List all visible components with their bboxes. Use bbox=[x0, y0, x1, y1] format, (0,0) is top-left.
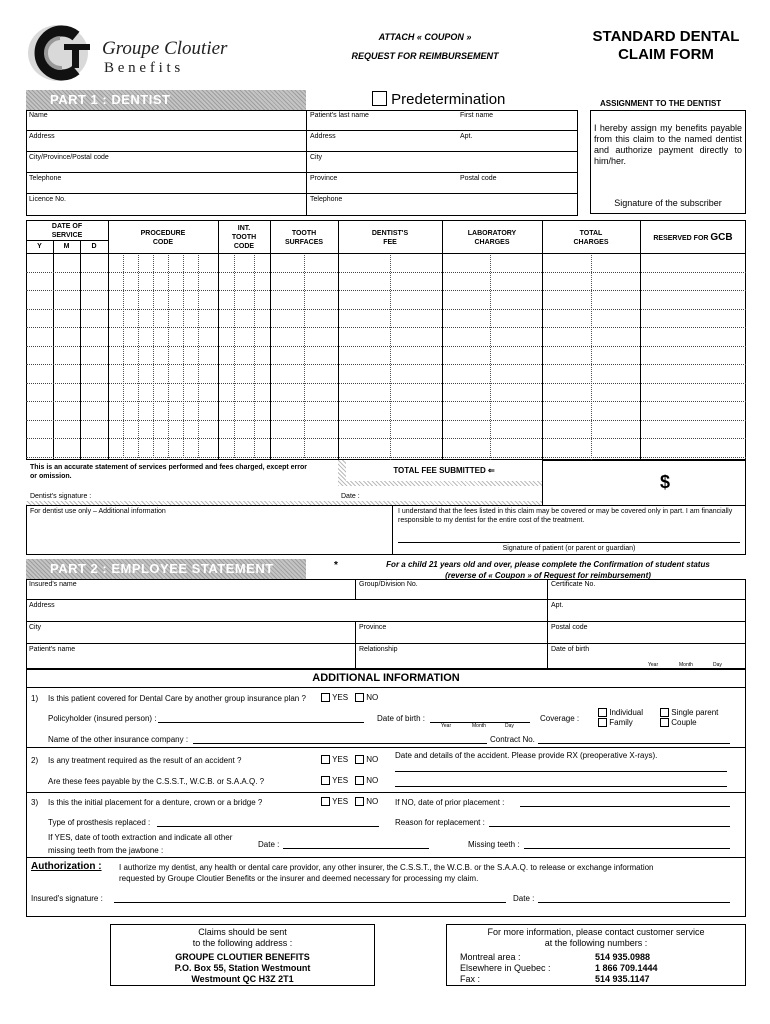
q1-yes-label: YES bbox=[332, 693, 349, 702]
q3-no-label: NO bbox=[366, 797, 379, 806]
lab-charges-label: CHARGES bbox=[474, 239, 510, 246]
footer-address-3: Westmount QC H3Z 2T1 bbox=[191, 974, 294, 984]
subscriber-signature[interactable]: Signature of the subscriber bbox=[614, 198, 722, 208]
table-row-line bbox=[26, 438, 746, 439]
q1-no[interactable] bbox=[355, 693, 378, 702]
col-divider bbox=[542, 220, 543, 460]
service-label: SERVICE bbox=[51, 232, 83, 239]
q1-dob-day: Day bbox=[505, 723, 514, 729]
dentist-telephone-field[interactable]: Telephone bbox=[26, 173, 307, 194]
col-subdivider bbox=[390, 253, 391, 460]
patient-sig-line[interactable] bbox=[398, 542, 740, 543]
extraction-date-line[interactable] bbox=[283, 848, 429, 849]
col-subdivider bbox=[198, 253, 199, 460]
fax-number: 514 935.1147 bbox=[595, 974, 650, 984]
dentist-name-field[interactable]: Name bbox=[26, 110, 307, 131]
footer-left-line1: Claims should be sent bbox=[198, 927, 287, 937]
dob-day: Day bbox=[713, 662, 722, 668]
q2-yes-label: YES bbox=[332, 755, 349, 764]
csst-no-checkbox[interactable] bbox=[355, 776, 364, 785]
col-subdivider bbox=[490, 253, 491, 460]
q1-divider bbox=[26, 747, 746, 748]
csst-yes-checkbox[interactable] bbox=[321, 776, 330, 785]
single-parent-checkbox[interactable] bbox=[660, 708, 669, 717]
table-row-line bbox=[26, 309, 746, 310]
q1-dob-month: Month bbox=[472, 723, 486, 729]
dentist-fee-header bbox=[338, 229, 442, 247]
authorization-text-1: I authorize my dentist, any health or dental care providor, any other insurer, the C.S.S.T., the W.C.B. or the S.A.A.Q. to release or exchange information bbox=[119, 863, 654, 872]
additional-title: ADDITIONAL INFORMATION bbox=[26, 669, 746, 688]
date-header bbox=[26, 222, 108, 240]
table-row-line bbox=[26, 420, 746, 421]
q1-yes[interactable] bbox=[321, 693, 348, 702]
contract-line[interactable] bbox=[538, 743, 730, 744]
col-divider bbox=[270, 220, 271, 460]
elsewhere-label: Elsewhere in Quebec : bbox=[460, 963, 551, 973]
patient-postal-field[interactable]: Postal code bbox=[457, 173, 578, 194]
total-fee-submitted: TOTAL FEE SUBMITTED ⇐ bbox=[393, 466, 495, 475]
insured-address-field[interactable]: Address bbox=[26, 600, 548, 622]
assignment-text: I hereby assign my benefits payable from this claim to the named dentist and authorize payment directly to him/her. bbox=[594, 123, 742, 166]
date-of-label: DATE OF bbox=[51, 223, 83, 230]
prior-placement-label: If NO, date of prior placement : bbox=[395, 798, 505, 807]
coverage-single-parent[interactable] bbox=[660, 708, 718, 717]
int-code-label: CODE bbox=[233, 243, 255, 250]
patient-apt-field[interactable]: Apt. bbox=[457, 131, 578, 152]
assignment-title: ASSIGNMENT TO THE DENTIST bbox=[600, 99, 722, 108]
patient-first-name-field[interactable]: First name bbox=[457, 110, 578, 131]
group-field[interactable]: Group/Division No. bbox=[356, 579, 548, 600]
reason-line[interactable] bbox=[489, 826, 730, 827]
prosthesis-label: Type of prosthesis replaced : bbox=[48, 818, 151, 827]
montreal-number: 514 935.0988 bbox=[595, 952, 651, 962]
contract-label: Contract No. bbox=[490, 735, 535, 744]
dentist-sig-date[interactable]: Date : bbox=[341, 493, 360, 500]
prior-placement-line[interactable] bbox=[520, 806, 730, 807]
other-insurance-label: Name of the other insurance company : bbox=[48, 735, 189, 744]
q3-divider bbox=[26, 857, 746, 858]
part2-header: PART 2 : EMPLOYEE STATEMENT bbox=[26, 559, 306, 579]
dentist-address-field[interactable]: Address bbox=[26, 131, 307, 152]
col-subdivider bbox=[138, 253, 139, 460]
patient-telephone-field[interactable]: Telephone bbox=[310, 196, 343, 203]
csst-question: Are these fees payable by the C.S.S.T., W.C.B. or S.A.A.Q. ? bbox=[48, 777, 265, 786]
procedure-code-label: CODE bbox=[152, 239, 174, 246]
accident-line-2[interactable] bbox=[395, 786, 727, 787]
dob-label: Date of birth : bbox=[377, 714, 426, 723]
table-row-line bbox=[26, 290, 746, 291]
patient-address-field[interactable]: Address bbox=[307, 131, 457, 152]
extraction-date-label: Date : bbox=[258, 840, 280, 849]
table-row-line bbox=[26, 272, 746, 273]
understand-text: I understand that the fees listed in this claim may be covered or may be covered only in part. I am financially responsible to my dentist for the entire cost of the treatment. bbox=[398, 508, 733, 524]
policyholder-label: Policyholder (insured person) : bbox=[48, 714, 157, 723]
dentist-signature[interactable]: Dentist's signature : bbox=[30, 493, 92, 500]
date-sub-divider bbox=[26, 240, 108, 241]
predetermination-checkbox[interactable] bbox=[372, 91, 387, 106]
col-divider bbox=[80, 240, 81, 460]
csst-no[interactable] bbox=[355, 776, 378, 785]
patient-dob-field[interactable]: Date of birth bbox=[551, 646, 590, 653]
individual-checkbox[interactable] bbox=[598, 708, 607, 717]
certificate-field[interactable]: Certificate No. bbox=[548, 579, 746, 600]
col-divider bbox=[218, 220, 219, 460]
col-subdivider bbox=[123, 253, 124, 460]
patient-province-field[interactable]: Province bbox=[307, 173, 457, 194]
tooth-label: TOOTH bbox=[231, 234, 257, 241]
accurate-statement: This is an accurate statement of services performed and fees charged, except error or omission. bbox=[30, 464, 307, 480]
other-insurance-line[interactable] bbox=[193, 743, 487, 744]
dentist-licence-field[interactable]: Licence No. bbox=[29, 196, 66, 203]
int-label: INT. bbox=[237, 225, 251, 232]
footer-right-line2: at the following numbers : bbox=[544, 938, 648, 948]
q3-no-checkbox[interactable] bbox=[355, 797, 364, 806]
csst-no-label: NO bbox=[366, 776, 379, 785]
dentists-label: DENTIST'S bbox=[371, 230, 409, 237]
total-fee-shade-bottom bbox=[338, 481, 542, 486]
q3-yes[interactable] bbox=[321, 797, 348, 806]
extraction-line2: missing teeth from the jawbone : bbox=[48, 846, 164, 855]
family-label: Family bbox=[609, 718, 633, 727]
insured-province-field[interactable]: Province bbox=[356, 622, 548, 644]
csst-yes[interactable] bbox=[321, 776, 348, 785]
prosthesis-line[interactable] bbox=[157, 826, 379, 827]
missing-teeth-line[interactable] bbox=[524, 848, 730, 849]
dollar-sign: $ bbox=[659, 472, 670, 492]
insured-city-field[interactable]: City bbox=[26, 622, 356, 644]
logo-name: Groupe Cloutier bbox=[102, 38, 228, 59]
total-charges-label: CHARGES bbox=[573, 239, 609, 246]
d-header: D bbox=[91, 243, 97, 250]
m-header: M bbox=[63, 243, 70, 250]
part1-header: PART 1 : DENTIST bbox=[26, 90, 306, 110]
dob-month: Month bbox=[679, 662, 693, 668]
insured-signature-line[interactable] bbox=[114, 902, 506, 903]
insured-date-label: Date : bbox=[513, 894, 535, 903]
insured-signature-label: Insured's signature : bbox=[31, 894, 103, 903]
footer-left-line2: to the following address : bbox=[192, 938, 293, 948]
dentist-use-only[interactable]: For dentist use only – Additional information bbox=[30, 508, 166, 515]
accident-line-1[interactable] bbox=[395, 771, 727, 772]
single-parent-label: Single parent bbox=[671, 708, 719, 717]
table-row-line bbox=[26, 364, 746, 365]
authorization-text-2: requested by Groupe Cloutier Benefits or the insurer and deemed necessary for processing my claim. bbox=[119, 874, 479, 883]
int-tooth-header bbox=[218, 224, 270, 251]
request-reimbursement: REQUEST FOR REIMBURSEMENT bbox=[351, 51, 499, 61]
q3-number: 3) bbox=[31, 798, 39, 807]
fee-label: FEE bbox=[383, 239, 397, 246]
extraction-line1: If YES, date of tooth extraction and indicate all other bbox=[48, 833, 233, 842]
accident-details-label: Date and details of the accident. Please provide RX (preoperative X-rays). bbox=[395, 751, 658, 760]
procedure-header bbox=[108, 229, 218, 247]
col-divider bbox=[53, 240, 54, 460]
insured-postal-field[interactable]: Postal code bbox=[548, 622, 746, 644]
y-header: Y bbox=[37, 243, 42, 250]
q1-dob-year: Year bbox=[441, 723, 452, 729]
attach-coupon: ATTACH « COUPON » bbox=[378, 32, 472, 42]
form-title-line2: CLAIM FORM bbox=[618, 46, 714, 63]
surfaces-label: SURFACES bbox=[284, 239, 324, 246]
student-note-line2: (reverse of « Coupon » of Request for reimbursement) bbox=[445, 571, 651, 580]
montreal-label: Montreal area : bbox=[460, 952, 521, 962]
predetermination-label: Predetermination bbox=[391, 91, 506, 108]
missing-teeth-label: Missing teeth : bbox=[468, 840, 520, 849]
tooth2-label: TOOTH bbox=[291, 230, 317, 237]
col-divider bbox=[338, 220, 339, 460]
q1-question: Is this patient covered for Dental Care by another group insurance plan ? bbox=[48, 694, 306, 703]
reserved-header bbox=[640, 232, 746, 243]
reason-label: Reason for replacement : bbox=[395, 818, 485, 827]
relationship-field[interactable]: Relationship bbox=[356, 644, 548, 669]
q2-yes[interactable] bbox=[321, 755, 348, 764]
q2-number: 2) bbox=[31, 756, 39, 765]
q3-question: Is this the initial placement for a denture, crown or a bridge ? bbox=[48, 798, 263, 807]
col-divider bbox=[108, 220, 109, 460]
patient-signature: Signature of patient (or parent or guardian) bbox=[502, 545, 636, 552]
q3-yes-checkbox[interactable] bbox=[321, 797, 330, 806]
table-row-line bbox=[26, 383, 746, 384]
part2-star: * bbox=[334, 560, 338, 571]
col-subdivider bbox=[304, 253, 305, 460]
q1-no-checkbox[interactable] bbox=[355, 693, 364, 702]
logo-subtitle: B e n e f i t s bbox=[104, 60, 181, 76]
surfaces-header bbox=[270, 229, 338, 247]
q2-question: Is any treatment required as the result of an accident ? bbox=[48, 756, 242, 765]
total-fee-box[interactable] bbox=[542, 460, 746, 506]
q1-yes-checkbox[interactable] bbox=[321, 693, 330, 702]
lab-label: LABORATORY bbox=[467, 230, 517, 237]
q1-no-label: NO bbox=[366, 693, 379, 702]
q2-no-label: NO bbox=[366, 755, 379, 764]
coverage-label: Coverage : bbox=[540, 714, 580, 723]
lab-header bbox=[442, 229, 542, 247]
q2-divider bbox=[26, 792, 746, 793]
procedure-label: PROCEDURE bbox=[140, 230, 186, 237]
total-label: TOTAL bbox=[579, 230, 603, 237]
services-table bbox=[26, 220, 746, 460]
insured-apt-field[interactable]: Apt. bbox=[548, 600, 746, 622]
gcb-label: GCB bbox=[710, 232, 733, 243]
col-subdivider bbox=[234, 253, 235, 460]
table-row-line bbox=[26, 401, 746, 402]
header-divider bbox=[26, 253, 746, 254]
dentist-city-field[interactable]: City/Province/Postal code bbox=[26, 152, 307, 173]
q2-no-checkbox[interactable] bbox=[355, 755, 364, 764]
logo-mark-icon bbox=[24, 22, 104, 84]
insured-date-line[interactable] bbox=[538, 902, 730, 903]
footer-address-2: P.O. Box 55, Station Westmount bbox=[174, 963, 311, 973]
family-checkbox[interactable] bbox=[598, 718, 607, 727]
q1-number: 1) bbox=[31, 694, 39, 703]
table-row-line bbox=[26, 346, 746, 347]
q2-no[interactable] bbox=[355, 755, 378, 764]
elsewhere-number: 1 866 709.1444 bbox=[595, 963, 658, 973]
col-subdivider bbox=[153, 253, 154, 460]
csst-yes-label: YES bbox=[332, 776, 349, 785]
dob-year: Year bbox=[648, 662, 659, 668]
q3-yes-label: YES bbox=[332, 797, 349, 806]
coverage-family[interactable] bbox=[598, 718, 633, 727]
patient-city-field[interactable]: City bbox=[307, 152, 578, 173]
col-subdivider bbox=[591, 253, 592, 460]
table-row-line bbox=[26, 457, 746, 458]
company-logo bbox=[24, 22, 274, 82]
footer-right-line1: For more information, please contact customer service bbox=[487, 927, 705, 937]
footer-address-1: GROUPE CLOUTIER BENEFITS bbox=[175, 952, 310, 962]
col-subdivider bbox=[168, 253, 169, 460]
col-subdivider bbox=[183, 253, 184, 460]
coverage-couple[interactable] bbox=[660, 718, 697, 727]
col-subdivider bbox=[254, 253, 255, 460]
coverage-individual[interactable] bbox=[598, 708, 643, 717]
q2-yes-checkbox[interactable] bbox=[321, 755, 330, 764]
predetermination-option[interactable] bbox=[372, 91, 505, 108]
form-title-line1: STANDARD DENTAL bbox=[592, 28, 740, 45]
insured-name-field[interactable]: Insured's name bbox=[26, 579, 356, 600]
policyholder-line[interactable] bbox=[158, 722, 364, 723]
q3-no[interactable] bbox=[355, 797, 378, 806]
reserved-label: RESERVED FOR bbox=[653, 235, 709, 242]
fax-label: Fax : bbox=[460, 974, 481, 984]
table-row-line bbox=[26, 327, 746, 328]
col-divider bbox=[442, 220, 443, 460]
individual-label: Individual bbox=[609, 708, 644, 717]
couple-checkbox[interactable] bbox=[660, 718, 669, 727]
authorization-label: Authorization : bbox=[31, 861, 102, 872]
student-note-line1: For a child 21 years old and over, please complete the Confirmation of student status bbox=[386, 560, 710, 569]
couple-label: Couple bbox=[671, 718, 697, 727]
col-divider bbox=[640, 220, 641, 460]
patient-name-field[interactable]: Patient's name bbox=[26, 644, 356, 669]
total-header bbox=[542, 229, 640, 247]
patient-last-name-field[interactable]: Patient's last name bbox=[307, 110, 457, 131]
